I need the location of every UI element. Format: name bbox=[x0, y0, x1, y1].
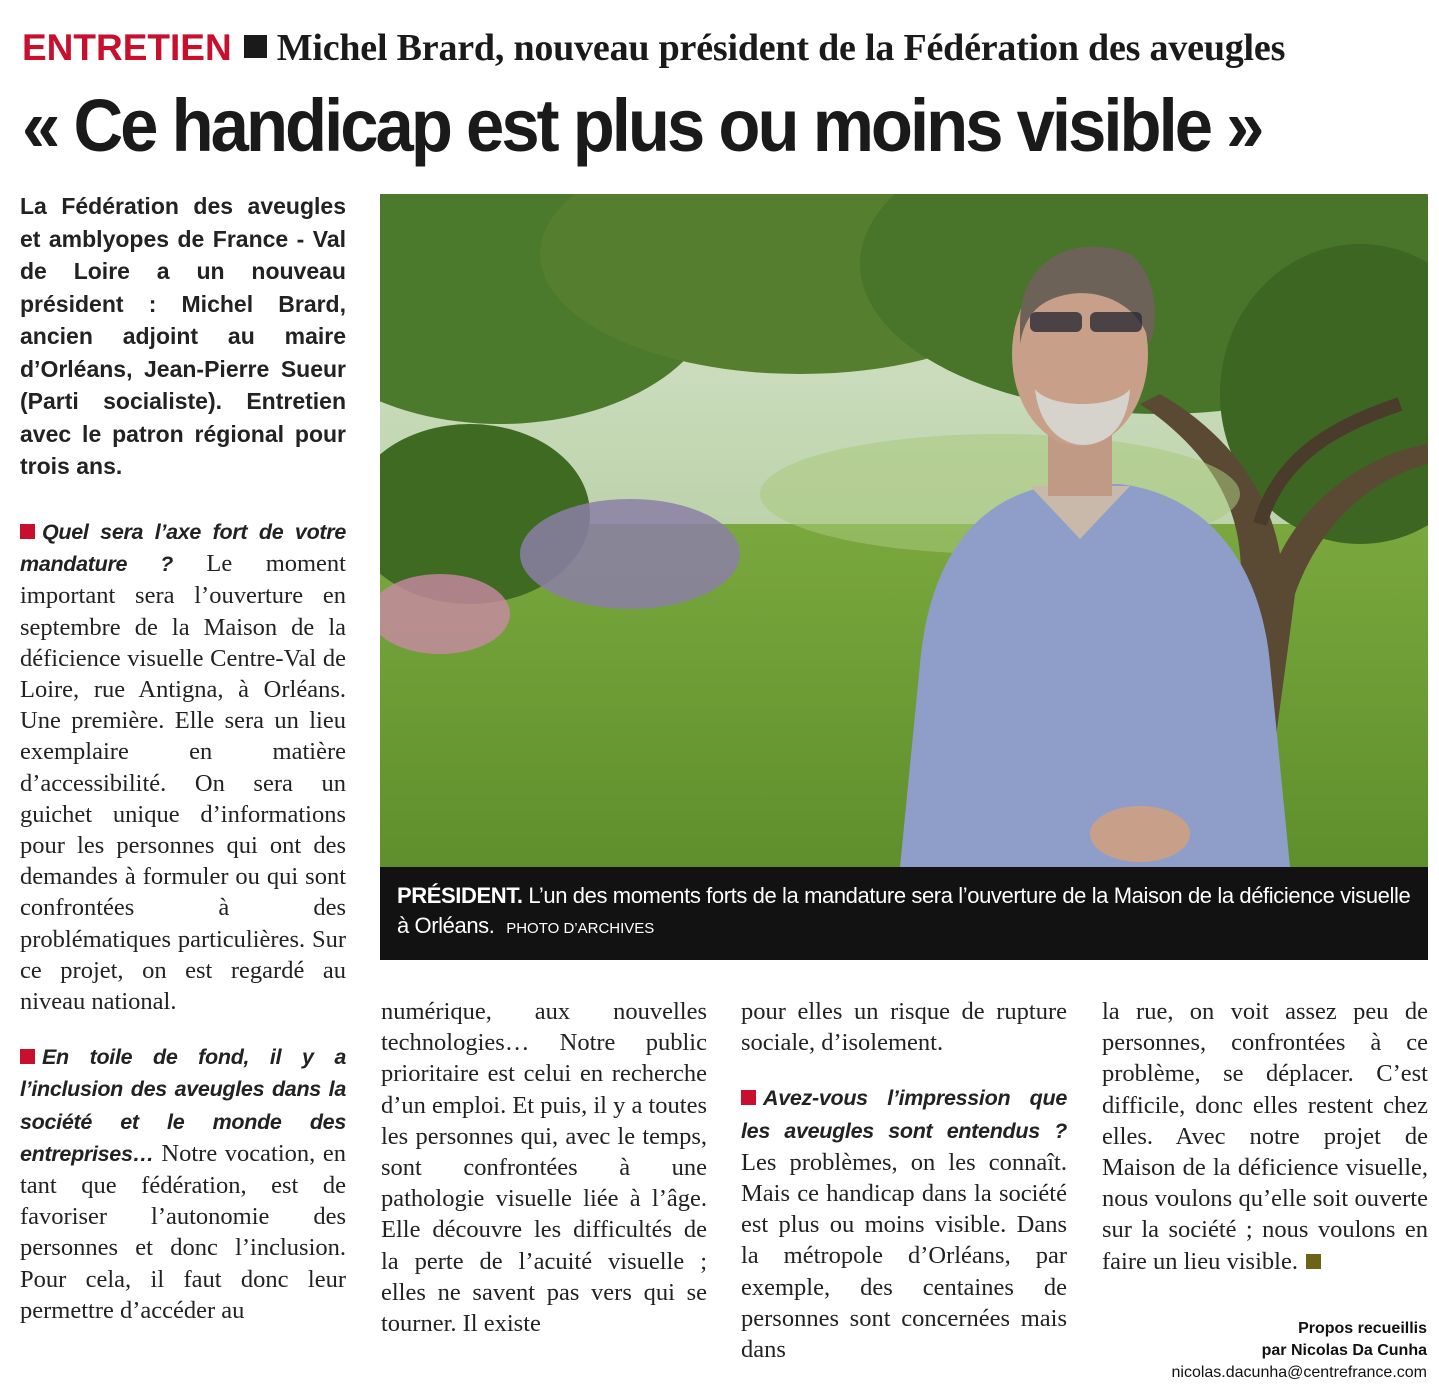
signature-line-2: par Nicolas Da Cunha bbox=[1261, 1342, 1427, 1359]
answer-3: Les problèmes, on les connaît. Mais ce handicap dans la société est plus ou moins visible. Dans la métropole d’Orléans, par exemple, des centaines de personnes sont concernées mais dans bbox=[741, 1148, 1067, 1364]
text-column-1 bbox=[20, 516, 346, 1326]
end-of-article-square bbox=[1306, 1254, 1321, 1269]
paragraph-col4 bbox=[1102, 996, 1428, 1277]
answer-1: Le moment important sera l’ouverture en septembre de la Maison de la déficience visuelle Centre-Val de Loire, rue Antigna, à Orléans. Une première. Elle sera un lieu exemplaire en matière d’accessibilité. On sera un guichet unique d’informations pour les personnes qui ont des demandes à formuler ou qui sont confrontées à des problématiques particulières. Sur ce projet, on est regardé au niveau national. bbox=[20, 550, 346, 1016]
photo-credit: PHOTO D’ARCHIVES bbox=[506, 920, 655, 937]
author-signature bbox=[1067, 1318, 1427, 1384]
answer-3-end: la rue, on voit assez peu de personnes, confrontées à ce problème, se déplacer. C’est difficile, donc elles restent chez elles. Avec notre projet de Maison de la déficience visuelle, nous voulons qu’elle soit ouverte sur la société ; nous voulons en faire un lieu visible. bbox=[1102, 998, 1428, 1275]
paragraph-q1 bbox=[20, 516, 346, 1017]
rubric-separator-square bbox=[244, 35, 267, 58]
author-email: nicolas.dacunha@centrefrance.com bbox=[1171, 1364, 1427, 1381]
signature-line-1: Propos recueillis bbox=[1298, 1320, 1427, 1337]
paragraph-col2: numérique, aux nouvelles technologies… Notre public prioritaire est celui en recherche d’un emploi. Et puis, il y a toutes les personnes qui, avec le temps, sont confrontées à une pathologie visuelle liée à l’âge. Elle découvre les difficultés de la perte de l’acuité visuelle ; elles ne savent pas vers qui se tourner. Il existe bbox=[381, 998, 707, 1338]
text-column-2 bbox=[381, 996, 707, 1339]
question-bullet-square bbox=[20, 1049, 35, 1064]
rubric-label: ENTRETIEN bbox=[22, 27, 232, 68]
article-subtitle: Michel Brard, nouveau président de la Fédération des aveugles bbox=[276, 27, 1286, 69]
caption-body: L’un des moments forts de la mandature sera l’ouverture de la Maison de la déficience visuelle à Orléans. bbox=[397, 883, 1411, 938]
question-2: En toile de fond, il y a l’inclusion des aveugles dans la société et le monde des entreprises… bbox=[20, 1045, 346, 1166]
text-column-4 bbox=[1102, 996, 1428, 1277]
paragraph-q2 bbox=[20, 1041, 346, 1326]
question-1: Quel sera l’axe fort de votre mandature ? bbox=[20, 520, 346, 577]
paragraph-q3 bbox=[741, 1082, 1067, 1365]
article-lead: La Fédération des aveugles et amblyopes de France - Val de Loire a un nouveau président : Michel Brard, ancien adjoint au maire d’Orléans, Jean-Pierre Sueur (Parti socialiste). Entretien avec le patron régional pour trois ans. bbox=[20, 193, 346, 479]
photo-illustration bbox=[380, 194, 1428, 867]
paragraph-col3-a: pour elles un risque de rupture sociale, d’isolement. bbox=[741, 998, 1067, 1057]
article-photo bbox=[380, 194, 1428, 867]
question-bullet-square bbox=[20, 524, 35, 539]
question-bullet-square bbox=[741, 1090, 756, 1105]
caption-label: PRÉSIDENT. bbox=[397, 883, 523, 908]
article-kicker bbox=[22, 26, 1422, 70]
question-3: Avez-vous l’impression que les aveugles sont entendus ? bbox=[741, 1086, 1067, 1143]
article-headline: « Ce handicap est plus ou moins visible » bbox=[22, 84, 1262, 167]
photo-caption bbox=[380, 867, 1428, 960]
text-column-3 bbox=[741, 996, 1067, 1365]
photo-caption-text bbox=[397, 881, 1412, 944]
answer-2: Notre vocation, en tant que fédération, est de favoriser l’autonomie des personnes et donc l’inclusion. Pour cela, il faut donc leur permettre d’accéder au bbox=[20, 1139, 346, 1324]
